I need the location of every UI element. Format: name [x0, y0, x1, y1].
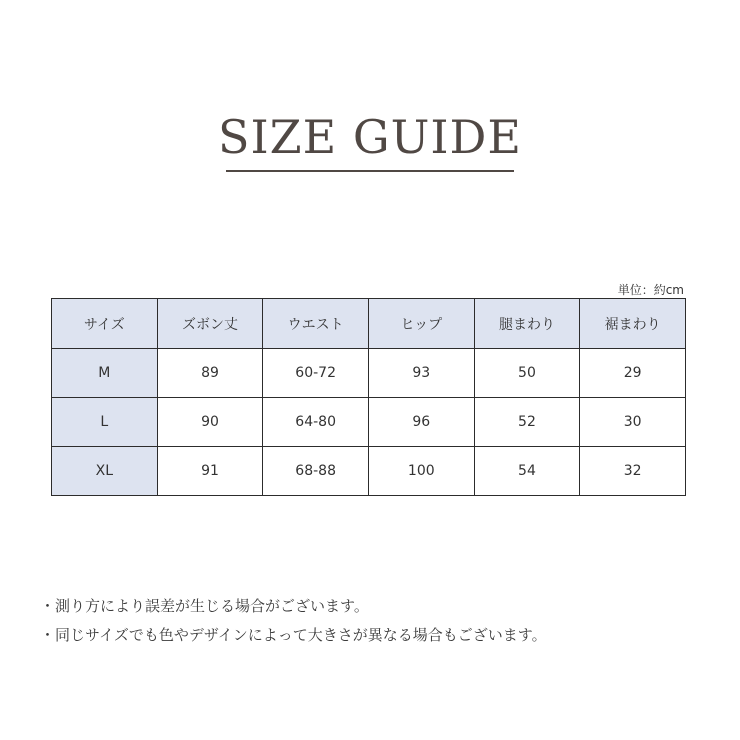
- cell-hip: 100: [368, 447, 474, 496]
- header-thigh: 腿まわり: [474, 299, 580, 349]
- cell-hem: 30: [580, 398, 686, 447]
- header-hip: ヒップ: [368, 299, 474, 349]
- row-size-label: L: [52, 398, 158, 447]
- page-title: SIZE GUIDE: [218, 110, 522, 164]
- row-size-label: XL: [52, 447, 158, 496]
- table-header: [52, 299, 686, 349]
- cell-waist: 64-80: [263, 398, 369, 447]
- cell-hem: 29: [580, 349, 686, 398]
- cell-thigh: 52: [474, 398, 580, 447]
- table-body: [52, 349, 686, 496]
- table-row: [52, 447, 686, 496]
- notes-list: [40, 592, 547, 650]
- size-table: [51, 298, 686, 496]
- cell-pants-length: 89: [157, 349, 263, 398]
- table-row: [52, 398, 686, 447]
- note-item: ・ 同じサイズでも色やデザインによって大きさが異なる場合もございます。: [40, 621, 547, 650]
- cell-thigh: 50: [474, 349, 580, 398]
- cell-hip: 93: [368, 349, 474, 398]
- cell-waist: 60-72: [263, 349, 369, 398]
- table-header-row: [52, 299, 686, 349]
- unit-label: 単位：約cm: [617, 283, 684, 297]
- cell-pants-length: 90: [157, 398, 263, 447]
- cell-hip: 96: [368, 398, 474, 447]
- title-underline: [226, 170, 514, 172]
- row-size-label: M: [52, 349, 158, 398]
- note-item: ・ 測り方により誤差が生じる場合がございます。: [40, 592, 547, 621]
- header-waist: ウエスト: [263, 299, 369, 349]
- cell-hem: 32: [580, 447, 686, 496]
- header-hem: 裾まわり: [580, 299, 686, 349]
- header-pants-length: ズボン丈: [157, 299, 263, 349]
- cell-thigh: 54: [474, 447, 580, 496]
- cell-pants-length: 91: [157, 447, 263, 496]
- header-size: サイズ: [52, 299, 158, 349]
- table-row: [52, 349, 686, 398]
- cell-waist: 68-88: [263, 447, 369, 496]
